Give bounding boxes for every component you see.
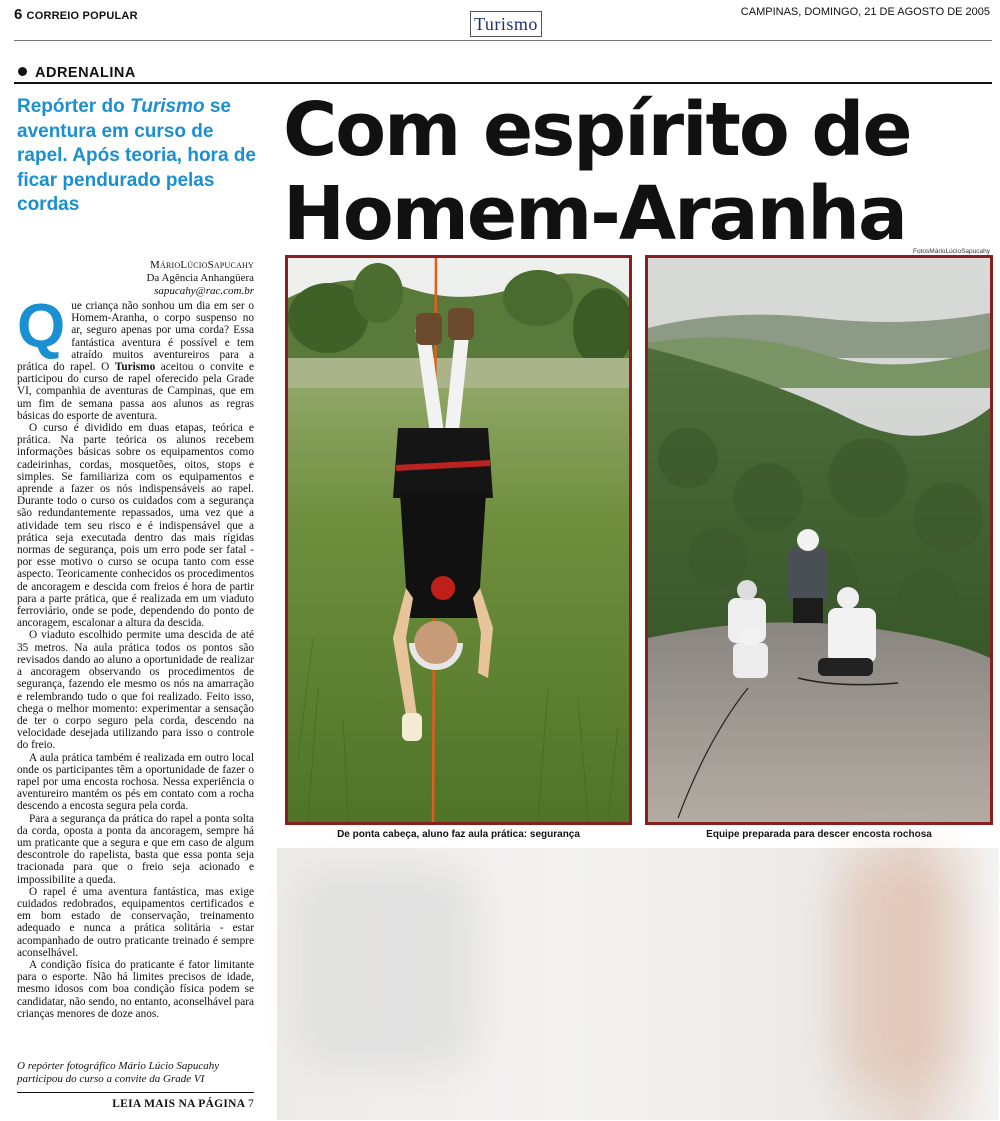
page-header-left <box>14 6 138 23</box>
paragraph-7: A condição física do praticante é fator limitante para o esporte. Não há limites precisos de idade, mesmo idosos com boa condição física podem se candidatar, não sendo, no entanto, aconselhável para crianças menores de doze anos. <box>17 958 254 1020</box>
deck <box>17 95 262 218</box>
paragraph-4: A aula prática também é realizada em outro local onde os participantes têm a oportunidade de fazer o rapel por uma encosta rochosa. Nessa experiência o aventureiro mantém os pés em contato com a rocha descendo a encosta segura pela corda. <box>17 751 254 813</box>
date-line: CAMPINAS, DOMINGO, 21 DE AGOSTO DE 2005 <box>740 6 990 18</box>
article-body <box>17 292 255 1020</box>
section-name: Turismo <box>474 14 538 34</box>
author-name: MárioLúcioSapucahy <box>150 259 254 271</box>
paragraph-1 <box>17 292 255 422</box>
deck-italic: Turismo <box>129 96 205 117</box>
ad-blur-shape <box>297 868 477 1068</box>
page-number: 6 <box>14 6 23 23</box>
kicker-text: ADRENALINA <box>35 65 136 81</box>
header-rule <box>14 40 992 41</box>
continued-page-number: 7 <box>247 1098 254 1110</box>
photo-rappeller-image <box>288 258 629 822</box>
continued-on-page[interactable] <box>17 1098 254 1110</box>
photo-team-on-rock <box>645 255 993 825</box>
paragraph-1-text-c: aceitou o convite e participou do curso de rapel oferecido pela Grade VI, companhia de aventuras de Campinas, que em um fim de semana passa aos alunos as regras básicas do esporte de aventura. <box>17 361 255 422</box>
paragraph-2: O curso é dividido em duas etapas, teórica e prática. Na parte teórica os alunos recebem informações básicas sobre os equipamentos como cadeirinhas, cordas, mosquetões, oitos, stops e simples. Se familiariza com os equipamentos e aprende a fazer os nós indispensáveis ao rapel. Durante todo o curso os cuidados com a segurança são redundantemente repassados, uma vez que a atividade tem seu risco e é indispensável que a prática seja executada dentro das mais rígidas normas de segurança, pois um erro pode ser fatal - por esse motivo o curso se ocupa tanto com esse aspecto. Teoricamente conhecidos os procedimentos de ancoragem e descida com freios é hora de partir para a parte prática, que é realizada em um viaduto ferroviário, onde se pode, dependendo do ponto de ancoragem, escalonar a altura da descida. <box>17 422 254 630</box>
photo-caption-1: De ponta cabeça, aluno faz aula prática: segurança <box>337 829 580 840</box>
ad-blur-shape <box>837 858 957 1088</box>
paragraph-1-bold: Turismo <box>114 361 156 374</box>
kicker <box>18 65 136 81</box>
photo-caption-2: Equipe preparada para descer encosta rochosa <box>706 829 932 840</box>
photo-credit: FotosMárioLúcioSapucahy <box>913 248 990 255</box>
kicker-rule <box>14 82 992 84</box>
deck-text-2: se aventura em curso de rapel. Após teoria, hora de ficar pendurado pelas cordas <box>17 96 256 215</box>
blurred-advertisement <box>277 848 999 1120</box>
paper-name: CORREIO POPULAR <box>26 10 138 22</box>
paragraph-6: O rapel é uma aventura fantástica, mas exige cuidados redobrados, equipamentos certificados e em bom estado de conservação, treinamento adequado e nunca a prática solitária - estar acompanhado de outro praticante treinado é sempre aconselhável. <box>17 885 254 959</box>
deck-text-1: Repórter do <box>17 96 130 117</box>
headline-line-1: Com espírito de <box>283 87 911 173</box>
photo-rappeller-upside-down <box>285 255 632 825</box>
headline-line-2: Homem-Aranha <box>283 171 906 257</box>
continued-rule <box>17 1092 254 1093</box>
photographer-note: O repórter fotográfico Mário Lúcio Sapucahy participou do curso a convite da Grade VI <box>17 1060 220 1085</box>
author-agency: Da Agência Anhangüera <box>146 272 254 284</box>
photo-team-image <box>648 258 990 822</box>
bullet-icon <box>18 67 27 76</box>
author-email: sapucahy@rac.com.br <box>154 285 254 297</box>
continued-label: LEIA MAIS NA PÁGINA <box>112 1098 245 1110</box>
paragraph-3: O viaduto escolhido permite uma descida de até 35 metros. Na aula prática todos os pontos são revisados dando ao aluno a oportunidade de realizar a ancoragem observando os procedimentos de segurança, fazendo ele mesmo os nós na amarração e relembrando tudo o que foi realizado. Feito isso, chega o melhor momento: experimentar a sensação de ter o corpo seguro pela corda, descendo na velocidade desejada utilizando para isso o controle do freio. <box>17 629 254 752</box>
paragraph-5: Para a segurança da prática do rapel a ponta solta da corda, oposta a ponta da ancoragem, sempre há um praticante que a segura e que em caso de algum descontrole do rapelista, basta que essa ponta seja tracionada para que o freio seja acionado e impossibilite a queda. <box>17 812 254 886</box>
section-logo <box>470 11 542 37</box>
drop-cap: Q <box>17 292 66 361</box>
paragraph-1-text-a: ue criança não sonhou um dia em ser o Homem-Aranha, o corpo suspenso no ar, seguro apenas por uma corda? Essa fantástica aventura é possível e tem atraído muitos aventureiros para a prática do rapel. O <box>17 300 254 374</box>
headline <box>283 88 998 256</box>
